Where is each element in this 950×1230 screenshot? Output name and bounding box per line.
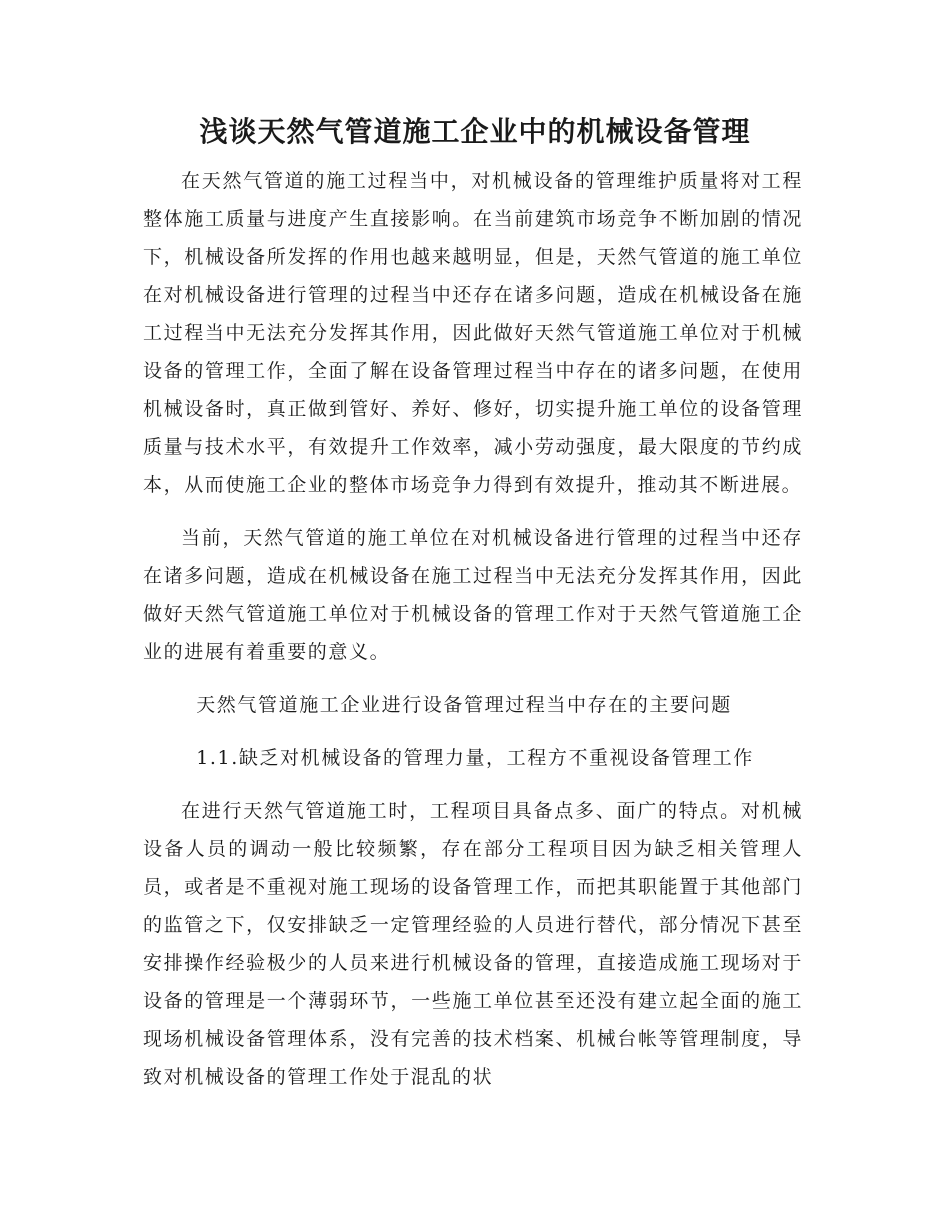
paragraph-management-issues: 在进行天然气管道施工时，工程项目具备点多、面广的特点。对机械设备人员的调动一般比较频繁，存在部分工程项目因为缺乏相关管理人员，或者是不重视对施工现场的设备管理工作，而把其职能置于其他部门的监管之下，仅安排缺乏一定管理经验的人员进行替代，部分情况下甚至安排操作经验极少的人员来进行机械设备的管理，直接造成施工现场对于设备的管理是一个薄弱环节，一些施工单位甚至还没有建立起全面的施工现场机械设备管理体系，没有完善的技术档案、机械台帐等管理制度，导致对机械设备的管理工作处于混乱的状 — [143, 800, 803, 1088]
paragraph-gap — [143, 504, 803, 519]
paragraph-intro: 在天然气管道的施工过程当中，对机械设备的管理维护质量将对工程整体施工质量与进度产生直接影响。在当前建筑市场竞争不断加剧的情况下，机械设备所发挥的作用也越来越明显，但是，天然气管道的施工单位在对机械设备进行管理的过程当中还存在诸多问题，造成在机械设备在施工过程当中无法充分发挥其作用，因此做好天然气管道施工单位对于机械设备的管理工作，全面了解在设备管理过程当中存在的诸多问题，在使用机械设备时，真正做到管好、养好、修好，切实提升施工单位的设备管理质量与技术水平，有效提升工作效率，减小劳动强度，最大限度的节约成本，从而使施工企业的整体市场竞争力得到有效提升，推动其不断进展。 — [143, 170, 803, 496]
document-body — [143, 162, 803, 1096]
paragraph-gap — [143, 724, 803, 739]
paragraph-current-issues: 当前，天然气管道的施工单位在对机械设备进行管理的过程当中还存在诸多问题，造成在机械设备在施工过程当中无法充分发挥其作用，因此做好天然气管道施工单位对于机械设备的管理工作对于天然气管道施工企业的进展有着重要的意义。 — [143, 527, 803, 663]
paragraph-gap — [143, 777, 803, 792]
document-title: 浅谈天然气管道施工企业中的机械设备管理 — [199, 115, 751, 148]
section-heading: 天然气管道施工企业进行设备管理过程当中存在的主要问题 — [196, 694, 732, 716]
paragraph-gap — [143, 671, 803, 686]
subsection-heading: 1.1.缺乏对机械设备的管理力量，工程方不重视设备管理工作 — [196, 747, 754, 769]
